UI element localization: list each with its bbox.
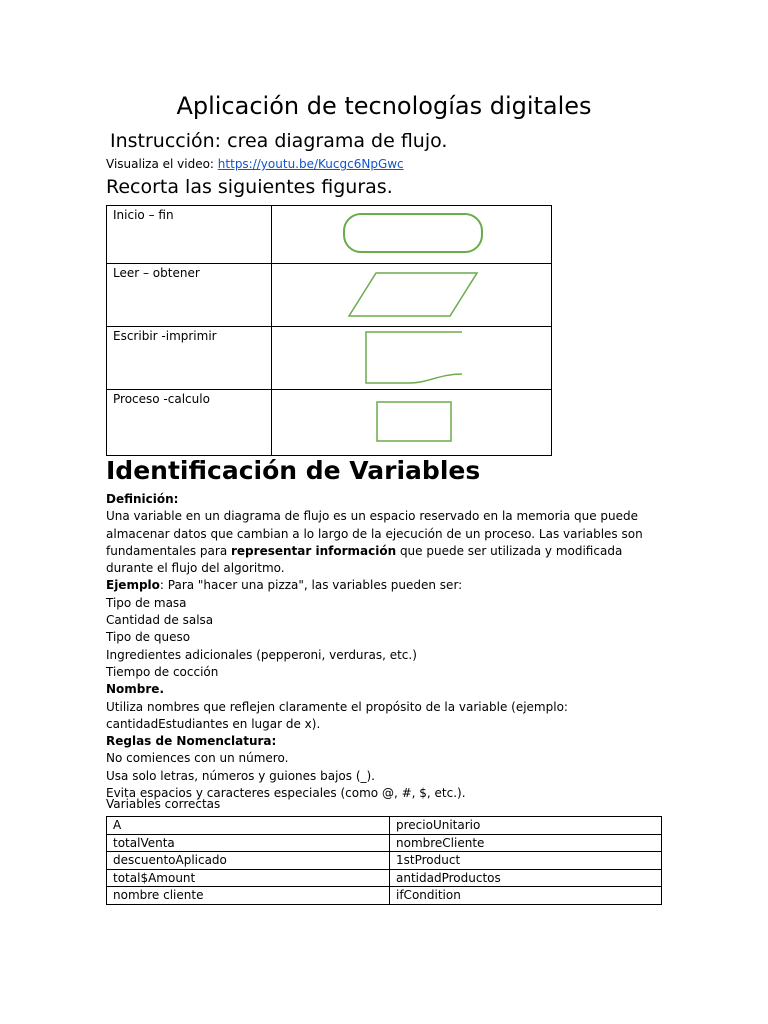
video-link[interactable]: https://youtu.be/Kucgc6NpGwc (217, 157, 404, 171)
shape-cell (272, 327, 552, 390)
table-cell: nombreCliente (390, 834, 662, 852)
shape-cell (272, 390, 552, 456)
definition-paragraph (106, 508, 666, 577)
table-cell: total$Amount (107, 869, 390, 887)
example-item: Tiempo de cocción (106, 664, 219, 679)
example-text: : Para "hacer una pizza", las variables pueden ser: (159, 578, 463, 593)
example-item: Tipo de masa (106, 595, 187, 610)
shape-cell (272, 206, 552, 264)
table-row (107, 834, 662, 852)
definition-heading: Definición: (106, 492, 179, 506)
shape-label: Leer – obtener (107, 264, 272, 327)
table-row (107, 817, 662, 835)
video-label: Visualiza el video: (106, 157, 218, 171)
section-heading: Identificación de Variables (106, 456, 481, 485)
shape-row (107, 327, 552, 390)
shape-row (107, 390, 552, 456)
example-label: Ejemplo (106, 578, 160, 593)
shape-label: Inicio – fin (107, 206, 272, 264)
variables-caption: Variables correctas (106, 797, 221, 811)
rule-item: Evita espacios y caracteres especiales (como @, #, $, etc.). (106, 786, 466, 801)
definition-text-end: que puede ser utilizada y modificada durante el flujo del algoritmo. (106, 543, 623, 576)
rule-item: No comiences con un número. (106, 751, 289, 766)
table-cell: nombre cliente (107, 887, 390, 905)
example-line (106, 577, 666, 594)
table-cell: A (107, 817, 390, 835)
name-heading: Nombre. (106, 682, 164, 697)
table-row (107, 887, 662, 905)
shape-row (107, 206, 552, 264)
flowchart-shapes-table (106, 205, 552, 456)
rule-item: Usa solo letras, números y guiones bajos (_). (106, 768, 375, 783)
name-text: Utiliza nombres que reflejen claramente el propósito de la variable (ejemplo: cantidadEstudiantes en lugar de x). (106, 699, 568, 731)
table-cell: 1stProduct (390, 852, 662, 870)
table-cell: ifCondition (390, 887, 662, 905)
parallelogram-shape-icon (272, 264, 556, 327)
cut-instruction: Recorta las siguientes figuras. (106, 176, 393, 198)
table-cell: antidadProductos (390, 869, 662, 887)
table-row (107, 852, 662, 870)
table-cell: totalVenta (107, 834, 390, 852)
rules-heading: Reglas de Nomenclatura: (106, 734, 277, 749)
table-cell: descuentoAplicado (107, 852, 390, 870)
variables-content (106, 491, 666, 802)
shape-label: Escribir -imprimir (107, 327, 272, 390)
table-cell: precioUnitario (390, 817, 662, 835)
definition-text: Una variable en un diagrama de flujo es un espacio reservado en la memoria que puede almacenar datos que cambian a lo largo de la ejecución de un proceso. Las variables son fundamentales para (106, 509, 643, 558)
variables-table (106, 816, 662, 905)
shape-label: Proceso -calculo (107, 390, 272, 456)
terminal-shape-icon (272, 206, 556, 264)
example-item: Tipo de queso (106, 630, 191, 645)
table-row (107, 869, 662, 887)
video-line (106, 157, 404, 171)
example-item: Cantidad de salsa (106, 613, 214, 628)
document-shape-icon (272, 327, 556, 390)
instruction-text: Instrucción: crea diagrama de flujo. (110, 130, 448, 152)
shape-cell (272, 264, 552, 327)
shape-row (107, 264, 552, 327)
rectangle-shape-icon (272, 390, 556, 456)
definition-bold: representar información (231, 543, 397, 558)
example-item: Ingredientes adicionales (pepperoni, verduras, etc.) (106, 647, 417, 662)
page-title: Aplicación de tecnologías digitales (176, 92, 592, 120)
